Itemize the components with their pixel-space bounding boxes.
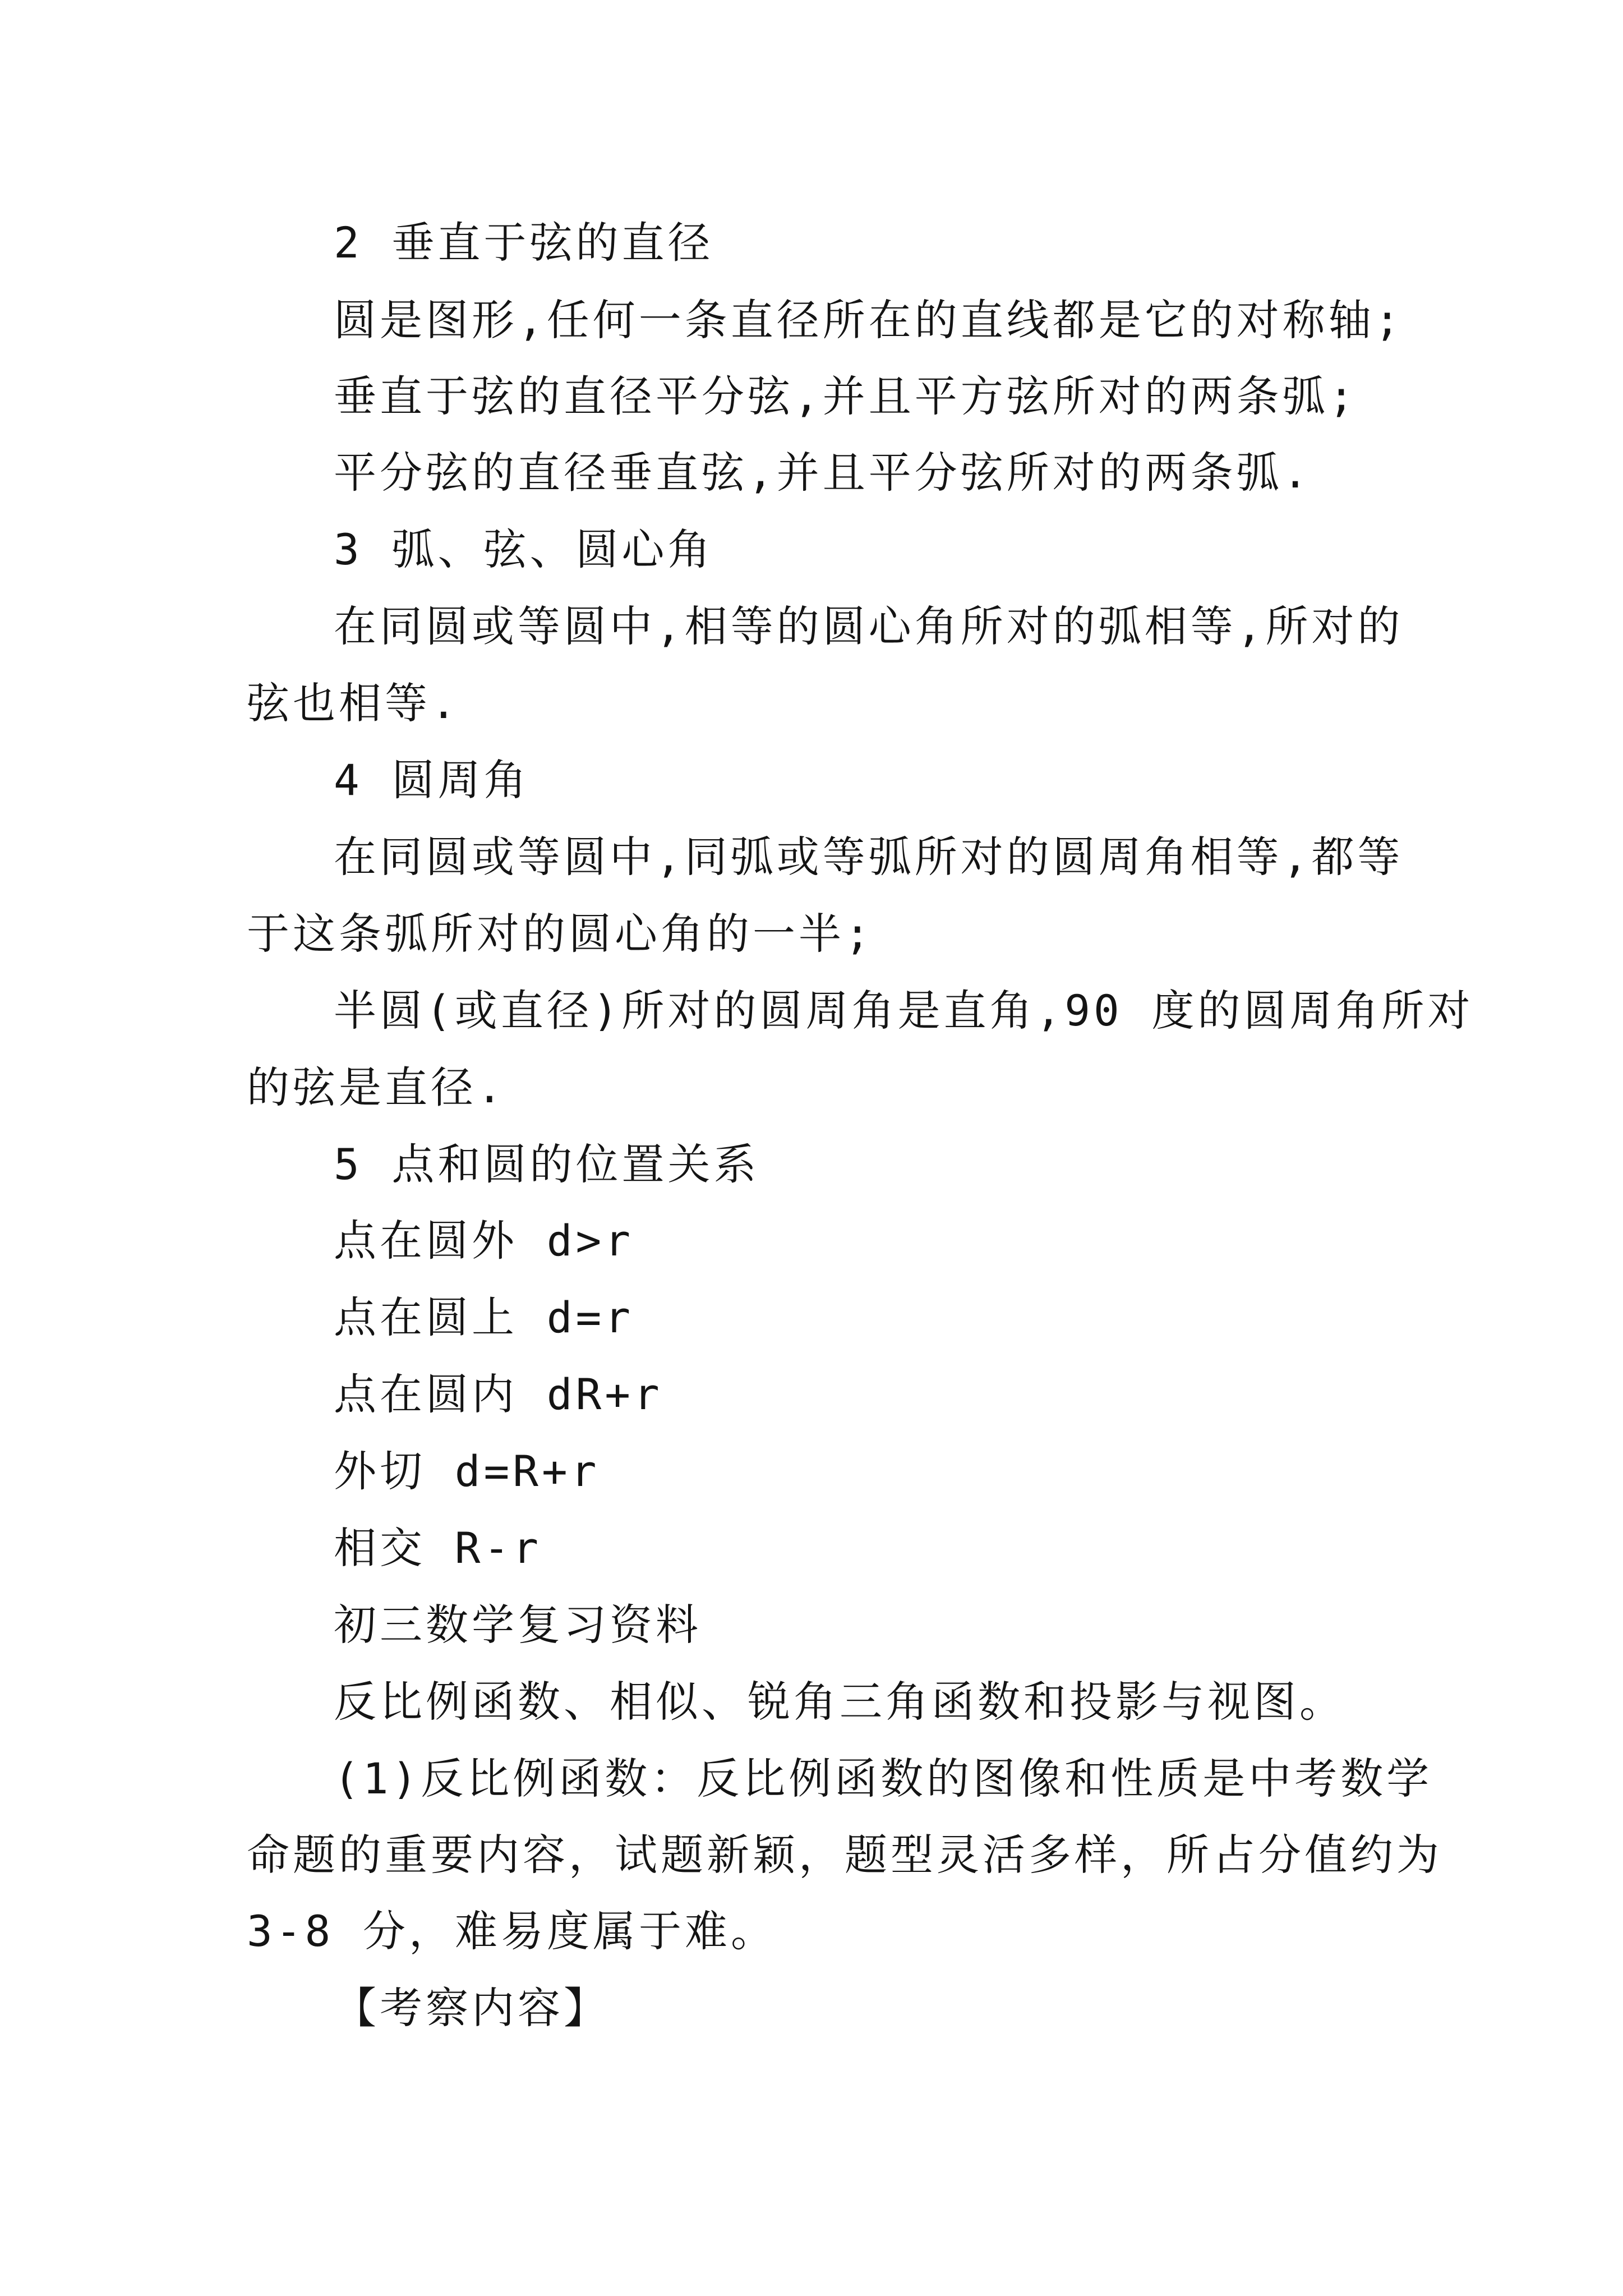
- paragraph-line: 点在圆外 d>r: [334, 1216, 634, 1266]
- section-heading: 2 垂直于弦的直径: [334, 218, 714, 268]
- paragraph-line: 在同圆或等圆中,相等的圆心角所对的弧相等,所对的: [334, 601, 1404, 651]
- paragraph-line: 3-8 分，难易度属于难。: [247, 1906, 777, 1956]
- paragraph-line: 的弦是直径.: [247, 1062, 506, 1112]
- paragraph-line: (1)反比例函数：反比例函数的图像和性质是中考数学: [334, 1754, 1433, 1803]
- paragraph-line: 相交 R-r: [334, 1523, 542, 1573]
- section-heading: 5 点和圆的位置关系: [334, 1139, 760, 1189]
- paragraph-line: 圆是图形,任何一条直径所在的直线都是它的对称轴;: [334, 295, 1404, 345]
- paragraph-line: 反比例函数、相似、锐角三角函数和投影与视图。: [334, 1677, 1345, 1727]
- paragraph-line: 半圆(或直径)所对的圆周角是直角,90 度的圆周角所对: [334, 986, 1474, 1036]
- paragraph-line: 平分弦的直径垂直弦,并且平分弦所对的两条弧.: [334, 448, 1312, 498]
- section-heading: 4 圆周角: [334, 755, 530, 805]
- section-heading: 初三数学复习资料: [334, 1600, 702, 1650]
- paragraph-line: 点在圆内 dR+r: [334, 1369, 663, 1419]
- paragraph-line: 于这条弧所对的圆心角的一半;: [247, 909, 874, 959]
- paragraph-line: 命题的重要内容，试题新颖，题型灵活多样，所占分值约为: [247, 1830, 1442, 1880]
- paragraph-line: 弦也相等.: [247, 678, 460, 728]
- section-heading: 3 弧、弦、圆心角: [334, 524, 714, 574]
- paragraph-line: 点在圆上 d=r: [334, 1292, 634, 1342]
- section-heading: 【考察内容】: [334, 1983, 610, 2033]
- paragraph-line: 外切 d=R+r: [334, 1446, 600, 1496]
- paragraph-line: 垂直于弦的直径平分弦,并且平方弦所对的两条弧;: [334, 371, 1358, 421]
- paragraph-line: 在同圆或等圆中,同弧或等弧所对的圆周角相等,都等: [334, 832, 1404, 882]
